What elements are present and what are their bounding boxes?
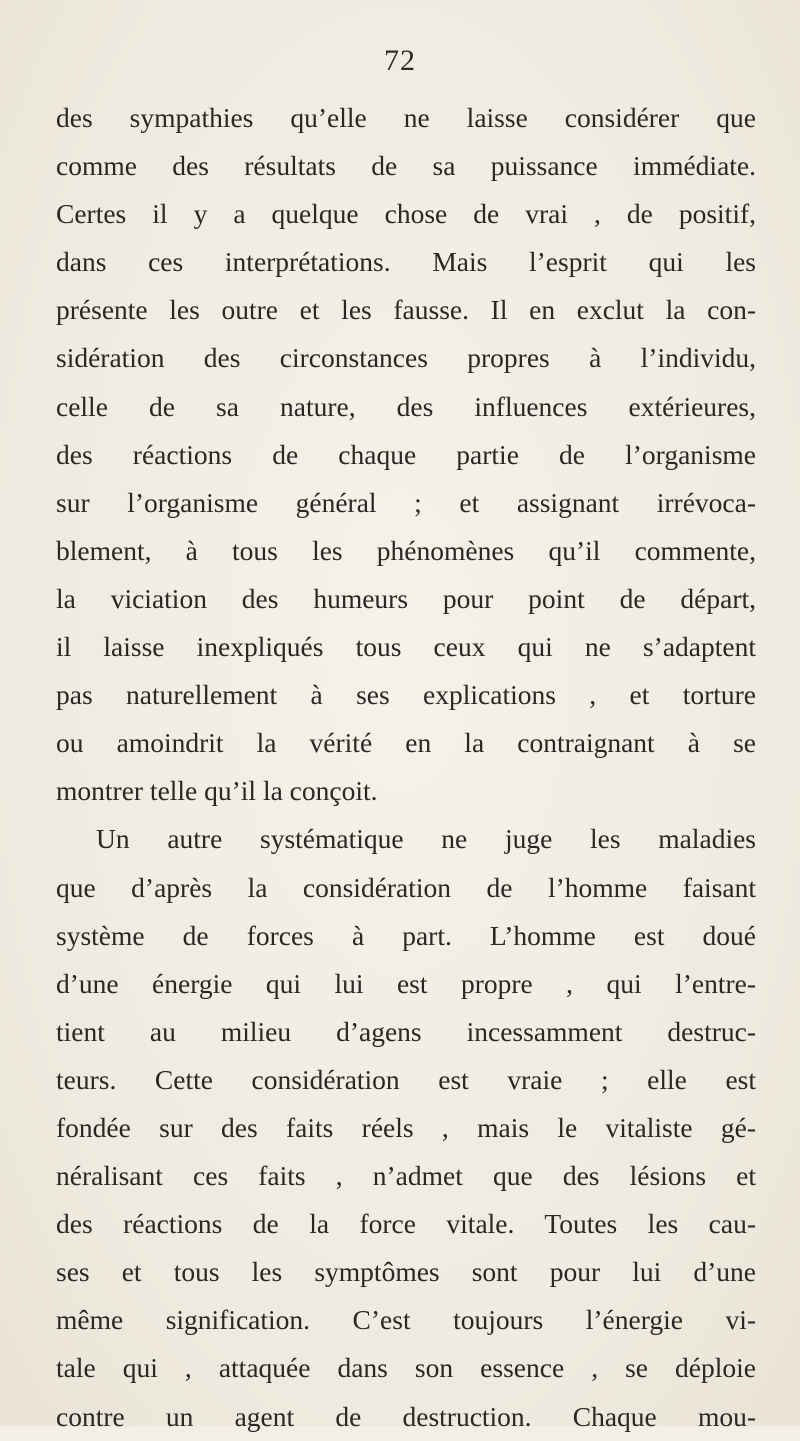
text-line: présente les outre et les fausse. Il en exclut la con- bbox=[56, 294, 756, 326]
text-line: d’une énergie qui lui est propre , qui l’entre- bbox=[56, 967, 756, 999]
text-line: celle de sa nature, des influences extérieures, bbox=[56, 390, 756, 422]
text-line: dans ces interprétations. Mais l’esprit qui les bbox=[56, 246, 756, 278]
text-line: fondée sur des faits réels , mais le vitaliste gé- bbox=[56, 1111, 756, 1143]
page-number: 72 bbox=[384, 44, 416, 77]
text-line: il laisse inexpliqués tous ceux qui ne s’adaptent bbox=[56, 631, 756, 663]
text-line: tient au milieu d’agens incessamment destruc- bbox=[56, 1015, 756, 1047]
text-line: des sympathies qu’elle ne laisse considérer que bbox=[56, 102, 756, 133]
text-line: ou amoindrit la vérité en la contraignant à se bbox=[56, 727, 756, 759]
text-line: contre un agent de destruction. Chaque mou- bbox=[56, 1400, 756, 1432]
text-line: des réactions de chaque partie de l’organisme bbox=[56, 438, 756, 470]
text-line: sur l’organisme général ; et assignant irrévoca- bbox=[56, 486, 756, 518]
body-text bbox=[56, 94, 756, 1441]
text-line: même signification. C’est toujours l’énergie vi- bbox=[56, 1304, 756, 1336]
text-line: pas naturellement à ses explications , et torture bbox=[56, 679, 756, 711]
text-line: que d’après la considération de l’homme faisant bbox=[56, 871, 756, 903]
text-line: sidération des circonstances propres à l’individu, bbox=[56, 342, 756, 374]
paragraph-end-line: montrer telle qu’il la conçoit. bbox=[56, 775, 378, 807]
text-line: teurs. Cette considération est vraie ; elle est bbox=[56, 1063, 756, 1095]
text-line: Certes il y a quelque chose de vrai , de positif, bbox=[56, 198, 756, 230]
text-line: ses et tous les symptômes sont pour lui d’une bbox=[56, 1256, 756, 1288]
text-line: système de forces à part. L’homme est doué bbox=[56, 919, 756, 951]
text-line: des réactions de la force vitale. Toutes les cau- bbox=[56, 1208, 756, 1240]
paragraph-start-line: Un autre systématique ne juge les maladies bbox=[96, 823, 756, 855]
text-line: tale qui , attaquée dans son essence , se déploie bbox=[56, 1352, 756, 1384]
text-line: néralisant ces faits , n’admet que des lésions et bbox=[56, 1160, 756, 1192]
text-line: la viciation des humeurs pour point de départ, bbox=[56, 582, 756, 614]
text-line: comme des résultats de sa puissance immédiate. bbox=[56, 150, 756, 182]
text-line: blement, à tous les phénomènes qu’il commente, bbox=[56, 534, 756, 566]
